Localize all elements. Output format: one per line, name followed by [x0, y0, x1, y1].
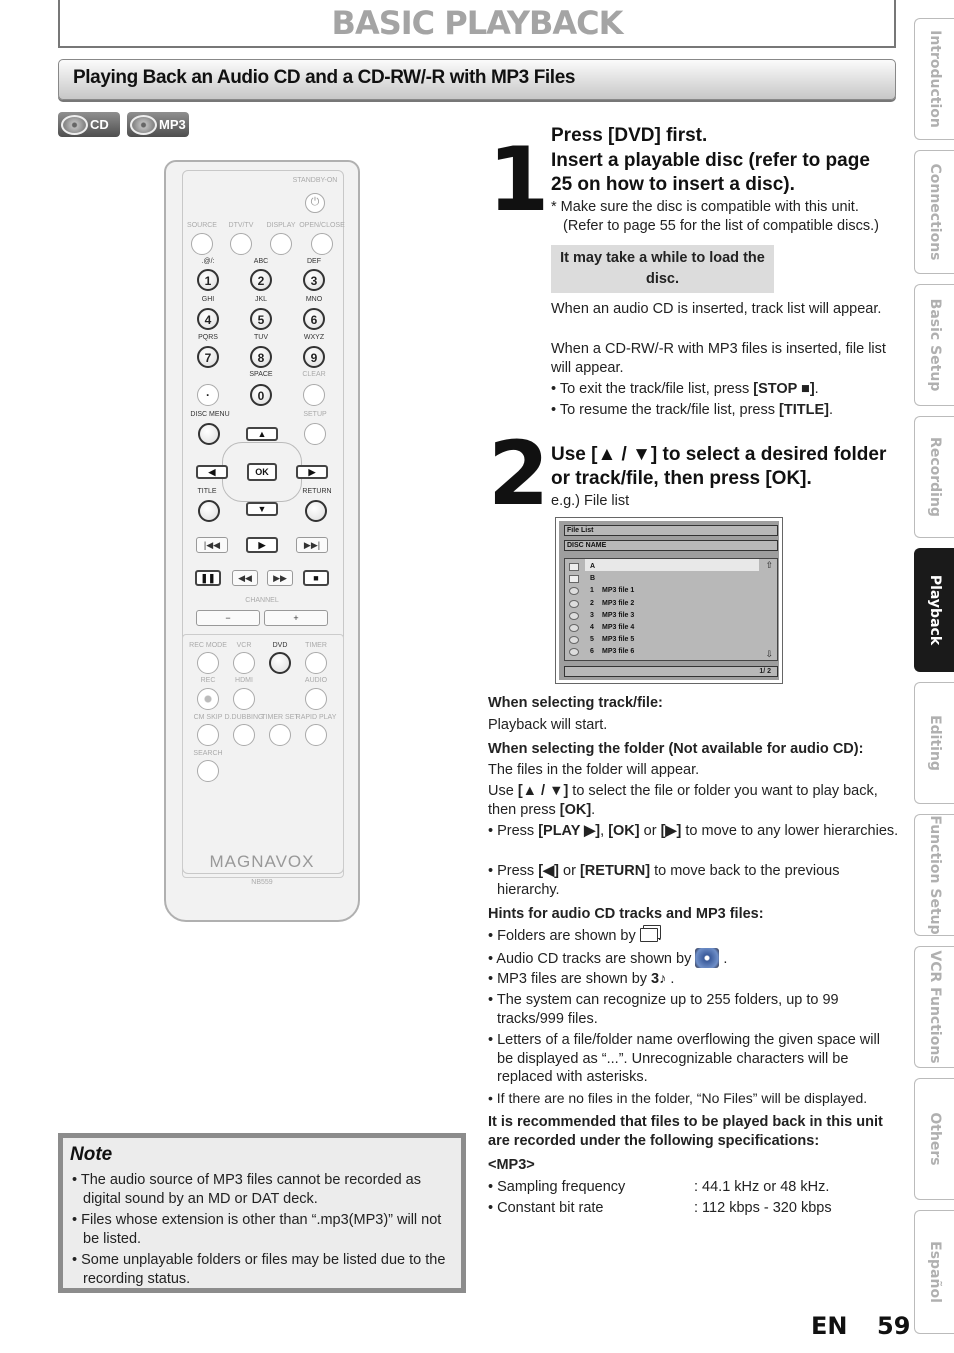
folder-icon: [569, 563, 579, 571]
timer-set-label: TIMER SET: [261, 714, 299, 721]
folder-icon: [640, 928, 658, 942]
channel-label: CHANNEL: [245, 597, 279, 604]
note-box: [58, 1133, 466, 1293]
hint-audio-cd: • Audio CD tracks are shown by .: [488, 948, 900, 969]
rec-mode-button: [197, 652, 219, 674]
hint-no-files: • If there are no files in the folder, “No Files” will be displayed.: [488, 1090, 868, 1106]
channel-minus-button: −: [196, 610, 260, 626]
tab-espanol[interactable]: Español: [914, 1210, 954, 1334]
step-number-2: 2: [488, 422, 546, 525]
title-button: [198, 500, 220, 522]
key-k7-letters: PQRS: [198, 334, 218, 341]
step1-bullet-title: • To resume the track/file list, press [TITLE].: [551, 402, 833, 418]
file-name: MP3 file 4: [602, 624, 635, 631]
file-name: MP3 file 5: [602, 636, 635, 644]
rapid-play-label: RAPID PLAY: [295, 714, 337, 721]
dtvtv-button: [230, 233, 252, 255]
file-list-row: [565, 585, 761, 597]
key-k5-letters: JKL: [254, 296, 268, 303]
tab-playback[interactable]: Playback: [914, 548, 954, 672]
file-name: MP3 file 2: [602, 599, 635, 607]
mp3-file-icon: [569, 648, 579, 656]
folder-bullet-1: • Press [PLAY ▶], [OK] or [▶] to move to any lower hierarchies.: [488, 823, 899, 839]
file-list-title: File List: [564, 525, 778, 536]
mp3-file-icon: [569, 600, 579, 608]
spec-sampling: • Sampling frequency : 44.1 kHz or 48 kHz.: [488, 1179, 830, 1195]
rapid-play-button: [305, 724, 327, 746]
number-key-4: 4: [197, 308, 219, 330]
page-title-frame: [58, 0, 896, 48]
mp3-file-icon: [569, 636, 579, 644]
rec-button: [197, 688, 219, 710]
tab-connections[interactable]: Connections: [914, 150, 954, 274]
dot-button: ·: [197, 384, 219, 406]
disc-icon: [61, 115, 88, 135]
tab-recording[interactable]: Recording: [914, 416, 954, 538]
mp3-icon: 3♪: [651, 971, 667, 987]
file-list-row: [565, 634, 761, 646]
number-key-1: 1: [197, 269, 219, 291]
channel-plus-button: +: [264, 610, 328, 626]
audio-button: [305, 688, 327, 710]
file-name: MP3 file 1: [602, 587, 635, 595]
down-arrow-button: ▼: [246, 502, 278, 516]
file-list-items: [564, 558, 778, 661]
scroll-down-icon: ⇩: [765, 649, 773, 659]
key-k2-letters: ABC: [253, 258, 269, 265]
hint-limits: • The system can recognize up to 255 folders, up to 99 tracks/999 files.: [488, 992, 839, 1027]
setup-label: SETUP: [303, 411, 327, 418]
number-key-5: 5: [250, 308, 272, 330]
dvd-button: [269, 652, 291, 674]
display-button: [270, 233, 292, 255]
rec-mode-label: REC MODE: [189, 642, 227, 649]
key-k8-letters: TUV: [254, 334, 268, 341]
clear-label: CLEAR: [302, 371, 326, 378]
up-arrow-button: ▲: [246, 427, 278, 441]
step1-p1: When an audio CD is inserted, track list will appear.: [551, 301, 882, 317]
step2-heading: Use [▲ / ▼] to select a desired folder or track/file, then press [OK].: [551, 444, 887, 489]
file-number: 5: [590, 636, 594, 644]
step2-eg: e.g.) File list: [551, 493, 630, 509]
file-list-screen: [555, 517, 783, 684]
d-dubbing-label: D.DUBBING: [224, 714, 264, 721]
note-title: Note: [70, 1144, 113, 1165]
file-list-row: [565, 646, 761, 658]
setup-button: [304, 423, 326, 445]
audio-label: AUDIO: [304, 677, 328, 684]
file-number: 3: [590, 611, 594, 619]
mp3-file-icon: [569, 612, 579, 620]
track-heading: When selecting track/file:: [488, 695, 663, 711]
dtvtv-label: DTV/TV: [228, 222, 254, 229]
step1-footnote: * Make sure the disc is compatible with this unit. (Refer to page 55 for the list of compatible discs.): [551, 199, 879, 234]
file-list-row: [565, 610, 761, 622]
dvd-label: DVD: [272, 642, 288, 649]
right-arrow-button: ▶: [296, 465, 328, 479]
stop-button: ■: [303, 570, 329, 586]
remote-model: NB559: [251, 879, 273, 886]
folder-icon: [569, 575, 579, 583]
search-label: SEARCH: [193, 750, 223, 757]
fast-forward-button: ▶▶: [267, 570, 293, 586]
step1-line2: Insert a playable disc (refer to page 25 on how to insert a disc).: [551, 150, 870, 195]
hint-mp3: • MP3 files are shown by 3♪ .: [488, 971, 675, 987]
file-name: MP3 file 6: [602, 648, 635, 656]
recommend-heading: It is recommended that files to be played back in this unit are recorded under the following specifications:: [488, 1114, 883, 1149]
loading-callout: It may take a while to load the disc.: [551, 245, 774, 293]
tab-function-setup[interactable]: Function Setup: [914, 814, 954, 936]
skip-forward-button: ▶▶|: [296, 537, 328, 553]
disc-icon: [130, 115, 157, 135]
hints-heading: Hints for audio CD tracks and MP3 files:: [488, 906, 764, 922]
tab-editing[interactable]: Editing: [914, 682, 954, 804]
file-name: MP3 file 3: [602, 611, 635, 619]
clear-button: [303, 384, 325, 406]
number-key-7: 7: [197, 346, 219, 368]
key-k9-letters: WXYZ: [303, 334, 325, 341]
hdmi-button: [233, 688, 255, 710]
standby-button: ⏻: [305, 193, 325, 213]
pause-button: ❚❚: [195, 570, 221, 586]
tab-others[interactable]: Others: [914, 1078, 954, 1200]
standby-label: STANDBY-ON: [292, 177, 338, 184]
disc-menu-label: DISC MENU: [190, 411, 230, 418]
page-number: 59: [877, 1312, 911, 1340]
file-number: 6: [590, 648, 594, 656]
step-number-1: 1: [488, 128, 546, 231]
note-item: • Some unplayable folders or files may be listed due to the recording status.: [72, 1252, 446, 1287]
source-button: [191, 233, 213, 255]
file-name: B: [590, 575, 596, 583]
mp3-spec-heading: <MP3>: [488, 1157, 535, 1173]
tab-introduction[interactable]: Introduction: [914, 18, 954, 140]
mp3-file-icon: [569, 624, 579, 632]
timer-set-button: [269, 724, 291, 746]
play-button: ▶: [246, 537, 278, 553]
hint-overflow: • Letters of a file/folder name overflowing the given space will be displayed as “...”. Unrecognizable characters will be replaced with asterisks.: [488, 1032, 880, 1085]
cm-skip-button: [197, 724, 219, 746]
key-k4-letters: GHI: [201, 296, 215, 303]
file-list-row: [565, 598, 761, 610]
file-list-row: [565, 561, 761, 573]
spec-bitrate: • Constant bit rate : 112 kbps - 320 kbps: [488, 1200, 832, 1216]
file-list-page: 1/ 2: [564, 666, 778, 677]
mp3-file-icon: [569, 587, 579, 595]
step1-line1: Press [DVD] first.: [551, 125, 708, 146]
hdmi-label: HDMI: [235, 677, 253, 684]
disc-menu-button: [198, 423, 220, 445]
note-list: [70, 1171, 458, 1291]
folder-text-2: Use [▲ / ▼] to select the file or folder you want to play back, then press [OK].: [488, 783, 878, 818]
display-label: DISPLAY: [266, 222, 296, 229]
file-number: 4: [590, 624, 594, 631]
key-k3-letters: DEF: [307, 258, 321, 265]
left-arrow-button: ◀: [196, 465, 228, 479]
tab-vcr-functions[interactable]: VCR Functions: [914, 946, 954, 1068]
number-key-3: 3: [303, 269, 325, 291]
file-number: 2: [590, 599, 594, 607]
file-list-row: [565, 573, 761, 585]
hint-folder: • Folders are shown by .: [488, 928, 662, 944]
audio-cd-icon: [695, 948, 719, 968]
key-k6-letters: MNO: [305, 296, 323, 303]
timer-label: TIMER: [305, 642, 327, 649]
key-k1-letters: .@/:: [201, 258, 215, 265]
note-item: • Files whose extension is other than “.mp3(MP3)” will not be listed.: [72, 1212, 442, 1247]
vcr-button: [233, 652, 255, 674]
source-label: SOURCE: [187, 222, 217, 229]
track-text: Playback will start.: [488, 717, 608, 733]
mp3-badge: MP3: [127, 112, 189, 137]
openclose-button: [311, 233, 333, 255]
folder-bullet-2: • Press [◀] or [RETURN] to move back to the previous hierarchy.: [488, 863, 840, 898]
search-button: [197, 760, 219, 782]
number-key-0: 0: [250, 384, 272, 406]
step1-p2: When a CD-RW/-R with MP3 files is inserted, file list will appear.: [551, 341, 886, 376]
number-key-9: 9: [303, 346, 325, 368]
page-title: BASIC PLAYBACK: [331, 4, 623, 42]
d-dubbing-button: [233, 724, 255, 746]
cd-badge: CD: [58, 112, 120, 137]
file-number: 1: [590, 587, 594, 595]
rewind-button: ◀◀: [232, 570, 258, 586]
file-list-disc-name: DISC NAME: [564, 540, 778, 551]
return-label: RETURN: [302, 488, 332, 495]
key-k0-letters: SPACE: [249, 371, 273, 378]
section-title-bar: [58, 59, 896, 100]
step1-bullet-stop: • To exit the track/file list, press [STOP ■].: [551, 381, 819, 397]
vcr-label: VCR: [236, 642, 252, 649]
note-item: • The audio source of MP3 files cannot be recorded as digital sound by an MD or DAT deck.: [72, 1172, 421, 1207]
openclose-label: OPEN/CLOSE: [299, 222, 345, 229]
skip-back-button: |◀◀: [196, 537, 228, 553]
number-key-6: 6: [303, 308, 325, 330]
tab-basic-setup[interactable]: Basic Setup: [914, 284, 954, 406]
scroll-up-icon: ⇧: [765, 560, 773, 570]
folder-heading: When selecting the folder (Not available for audio CD):: [488, 741, 864, 757]
file-name: A: [590, 563, 596, 570]
rec-label: REC: [200, 677, 216, 684]
timer-button: [305, 652, 327, 674]
number-key-8: 8: [250, 346, 272, 368]
title-label: TITLE: [197, 488, 217, 495]
return-button: [305, 500, 327, 522]
cm-skip-label: CM SKIP: [193, 714, 223, 721]
language-code: EN: [811, 1312, 848, 1340]
remote-brand: MAGNAVOX: [209, 852, 315, 871]
file-list-row: [565, 622, 761, 634]
ok-button: OK: [247, 463, 277, 481]
folder-text-1: The files in the folder will appear.: [488, 762, 700, 778]
section-title: Playing Back an Audio CD and a CD-RW/-R with MP3 Files: [73, 67, 576, 88]
number-key-2: 2: [250, 269, 272, 291]
